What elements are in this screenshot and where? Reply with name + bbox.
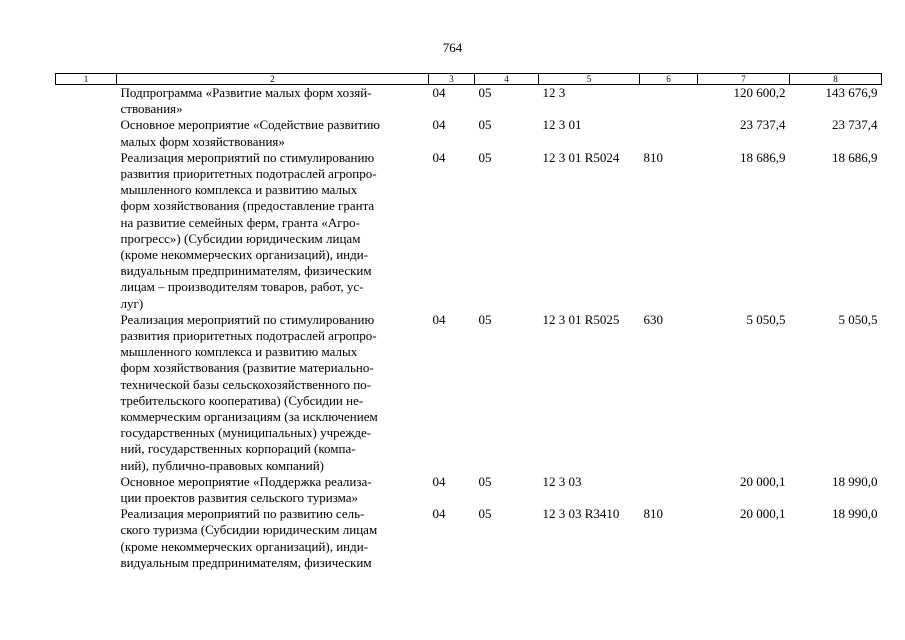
cell-target-code: 12 3 03 R3410 <box>542 506 620 522</box>
cell-section: 04 <box>432 473 446 489</box>
cell-target-code: 12 3 01 R5025 <box>542 311 620 327</box>
cell-amount-1: 18 686,9 <box>740 149 786 165</box>
cell-expense-type <box>640 85 698 118</box>
cell-name: Основное мероприятие «Поддержка реализа- ции проектов развития сельского туризма» <box>120 473 372 506</box>
cell-subsection: 05 <box>478 506 492 522</box>
cell-name: Подпрограмма «Развитие малых форм хозяй- ствования» <box>120 85 372 117</box>
table-row <box>56 150 882 312</box>
cell-amount-2: 18 990,0 <box>832 473 878 489</box>
column-header: 5 <box>539 74 640 85</box>
cell-expense-type <box>640 474 698 506</box>
cell-name: Реализация мероприятий по стимулированию развития приоритетных подотраслей агропро- мышленного комплекса и развитию малых форм хозяйствования (развитие материально- технической базы сельскохозяйственного по- требительского кооператива) (Субсидии не- коммерческим организациям (за исключением государственных (муниципальных) учрежде- ний, государственных корпораций (компа- ний), публично-правовых компаний) <box>120 311 378 473</box>
cell-col1 <box>56 506 117 571</box>
cell-amount-1: 20 000,1 <box>740 506 786 522</box>
cell-target-code: 12 3 <box>542 85 566 100</box>
cell-col1 <box>56 117 117 149</box>
cell-section: 04 <box>432 149 446 165</box>
column-header: 8 <box>790 74 882 85</box>
cell-target-code: 12 3 01 R5024 <box>542 149 620 165</box>
cell-target-code: 12 3 03 <box>542 473 582 489</box>
cell-section: 04 <box>432 85 446 100</box>
cell-amount-2: 23 737,4 <box>832 117 878 133</box>
table-row <box>56 474 882 506</box>
cell-amount-2: 18 990,0 <box>832 506 878 522</box>
cell-subsection: 05 <box>478 311 492 327</box>
budget-table <box>55 73 882 571</box>
cell-expense-type: 810 <box>643 506 663 522</box>
column-header: 1 <box>56 74 117 85</box>
cell-subsection: 05 <box>478 85 492 100</box>
column-header: 2 <box>117 74 429 85</box>
column-header: 4 <box>475 74 539 85</box>
cell-section: 04 <box>432 506 446 522</box>
cell-col1 <box>56 474 117 506</box>
table-row <box>56 312 882 474</box>
cell-amount-1: 5 050,5 <box>746 311 786 327</box>
cell-amount-2: 18 686,9 <box>832 149 878 165</box>
cell-col1 <box>56 150 117 312</box>
cell-amount-2: 5 050,5 <box>838 311 878 327</box>
cell-expense-type <box>640 117 698 149</box>
table-row <box>56 85 882 118</box>
table-row <box>56 117 882 149</box>
page-number: 764 <box>442 40 463 55</box>
cell-amount-1: 20 000,1 <box>740 473 786 489</box>
column-header: 7 <box>698 74 790 85</box>
table-row <box>56 506 882 571</box>
cell-col1 <box>56 312 117 474</box>
column-header: 3 <box>429 74 475 85</box>
column-header: 6 <box>640 74 698 85</box>
cell-name: Реализация мероприятий по развитию сель- ского туризма (Субсидии юридическим лицам (кроме некоммерческих организаций), инди- видуальным предпринимателям, физическим <box>120 506 378 570</box>
cell-name: Основное мероприятие «Содействие развитию малых форм хозяйствования» <box>120 117 380 149</box>
cell-amount-1: 23 737,4 <box>740 117 786 133</box>
cell-section: 04 <box>432 117 446 133</box>
cell-subsection: 05 <box>478 149 492 165</box>
cell-col1 <box>56 85 117 118</box>
cell-target-code: 12 3 01 <box>542 117 582 133</box>
cell-expense-type: 630 <box>643 311 663 327</box>
cell-section: 04 <box>432 311 446 327</box>
cell-amount-2: 143 676,9 <box>825 85 878 100</box>
cell-expense-type: 810 <box>643 149 663 165</box>
header-row <box>56 74 882 85</box>
cell-name: Реализация мероприятий по стимулированию развития приоритетных подотраслей агропро- мышленного комплекса и развитию малых форм хозяйствования (предоставление гранта на развитие семейных ферм, гранта «Агро- прогресс») (Субсидии юридическим лицам (кроме некоммерческих организаций), инди- видуальным предпринимателям, физическим лицам – производителям товаров, работ, ус- луг) <box>120 149 377 311</box>
cell-subsection: 05 <box>478 117 492 133</box>
cell-amount-1: 120 600,2 <box>733 85 786 100</box>
cell-subsection: 05 <box>478 473 492 489</box>
